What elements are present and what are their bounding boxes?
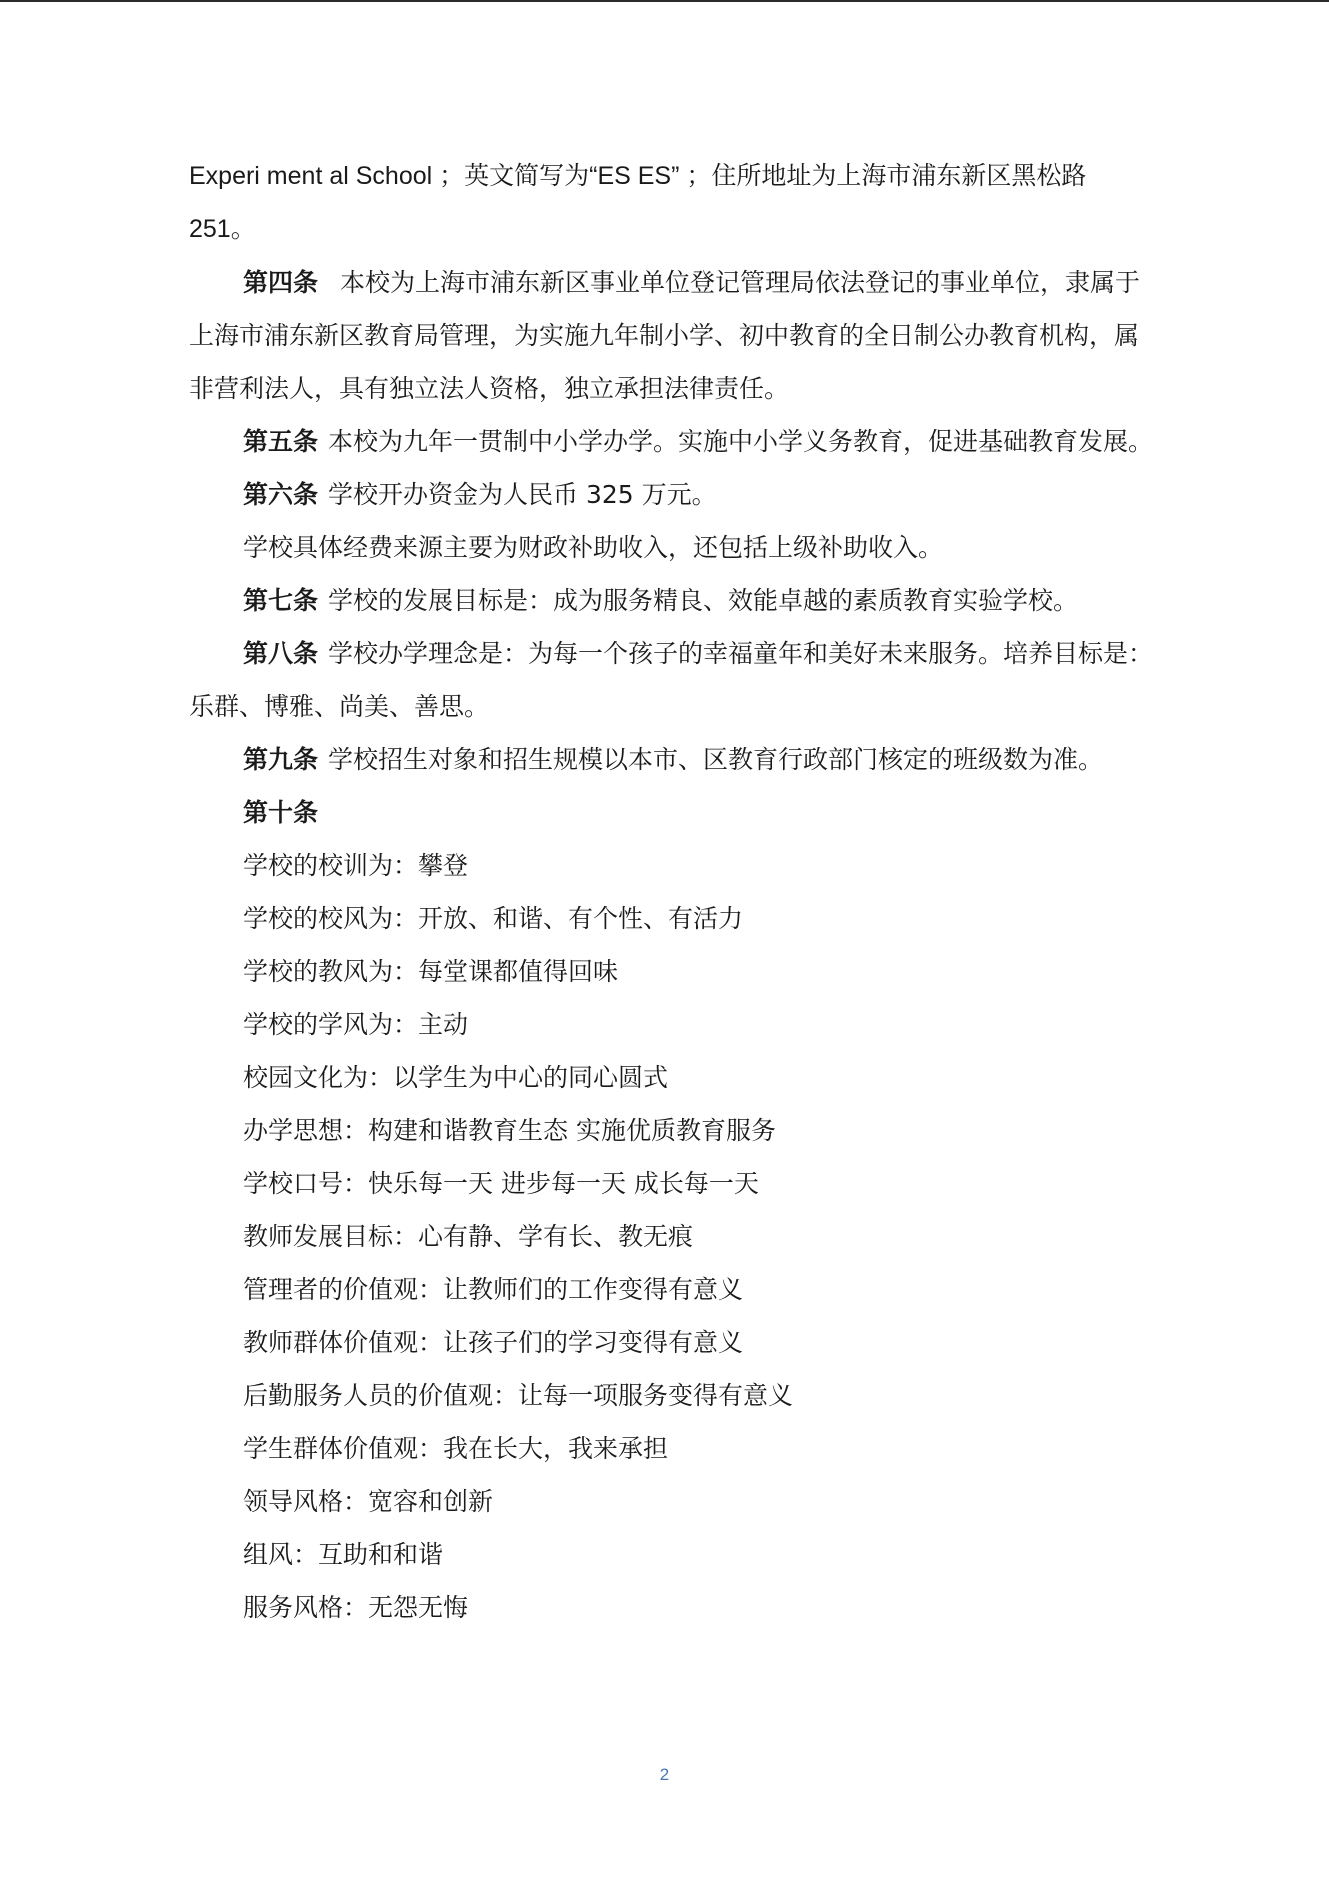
value-teaching-style: 学校的教风为：每堂课都值得回味	[243, 957, 619, 986]
value-teacher-group: 教师群体价值观：让孩子们的学习变得有意义	[243, 1328, 744, 1357]
article-8-line-1	[189, 627, 1211, 680]
article-4-line-3: 非营利法人，具有独立法人资格，独立承担法律责任。	[189, 374, 790, 403]
value-manager: 管理者的价值观：让教师们的工作变得有意义	[243, 1275, 744, 1304]
article-6	[189, 468, 1211, 521]
article-10	[189, 786, 1211, 839]
top-border-line	[0, 0, 1329, 2]
article-6-text: 学校开办资金为人民币 325 万元。	[328, 480, 717, 509]
article-4-line-1	[189, 256, 1211, 309]
article-9-text: 学校招生对象和招生规模以本市、区教育行政部门核定的班级数为准。	[328, 745, 1104, 774]
intro-line-2: 251。	[189, 215, 256, 243]
article-9	[189, 733, 1211, 786]
value-study-style: 学校的学风为：主动	[243, 1010, 469, 1039]
page-number: 2	[659, 1765, 670, 1784]
article-7	[189, 574, 1211, 627]
article-8-text: 学校办学理念是：为每一个孩子的幸福童年和美好未来服务。培养目标是：	[328, 639, 1154, 668]
article-6-label: 第六条	[243, 480, 319, 509]
value-slogan: 学校口号：快乐每一天 进步每一天 成长每一天	[243, 1169, 759, 1198]
article-4-label: 第四条	[243, 268, 319, 297]
value-teacher-goal: 教师发展目标：心有静、学有长、教无痕	[243, 1222, 694, 1251]
document-body	[189, 150, 1211, 1634]
value-service-style: 服务风格：无怨无悔	[243, 1593, 469, 1622]
article-5-label: 第五条	[243, 427, 319, 456]
article-5-text: 本校为九年一贯制中小学办学。实施中小学义务教育，促进基础教育发展。	[328, 427, 1154, 456]
article-4-text: 本校为上海市浦东新区事业单位登记管理局依法登记的事业单位，隶属于	[340, 268, 1141, 297]
article-10-label: 第十条	[243, 798, 319, 827]
article-8-line-2: 乐群、博雅、尚美、善思。	[189, 692, 490, 721]
article-7-label: 第七条	[243, 586, 319, 615]
article-5	[189, 415, 1211, 468]
value-motto: 学校的校训为：攀登	[243, 851, 469, 880]
article-8-label: 第八条	[243, 639, 319, 668]
value-leadership: 领导风格：宽容和创新	[243, 1487, 494, 1516]
value-group-style: 组风：互助和和谐	[243, 1540, 444, 1569]
intro-line-1: Experi ment al School ；英文简写为“ES ES” ；住所地址为上海市浦东新区黑松路	[189, 162, 1087, 190]
article-9-label: 第九条	[243, 745, 319, 774]
article-4-line-2: 上海市浦东新区教育局管理，为实施九年制小学、初中教育的全日制公办教育机构，属	[189, 321, 1140, 350]
value-student-group: 学生群体价值观：我在长大，我来承担	[243, 1434, 669, 1463]
article-7-text: 学校的发展目标是：成为服务精良、效能卓越的素质教育实验学校。	[328, 586, 1079, 615]
value-philosophy: 办学思想：构建和谐教育生态 实施优质教育服务	[243, 1116, 776, 1145]
value-school-spirit: 学校的校风为：开放、和谐、有个性、有活力	[243, 904, 744, 933]
value-logistics: 后勤服务人员的价值观：让每一项服务变得有意义	[243, 1381, 794, 1410]
article-6-funding: 学校具体经费来源主要为财政补助收入，还包括上级补助收入。	[243, 533, 944, 562]
value-campus-culture: 校园文化为：以学生为中心的同心圆式	[243, 1063, 669, 1092]
